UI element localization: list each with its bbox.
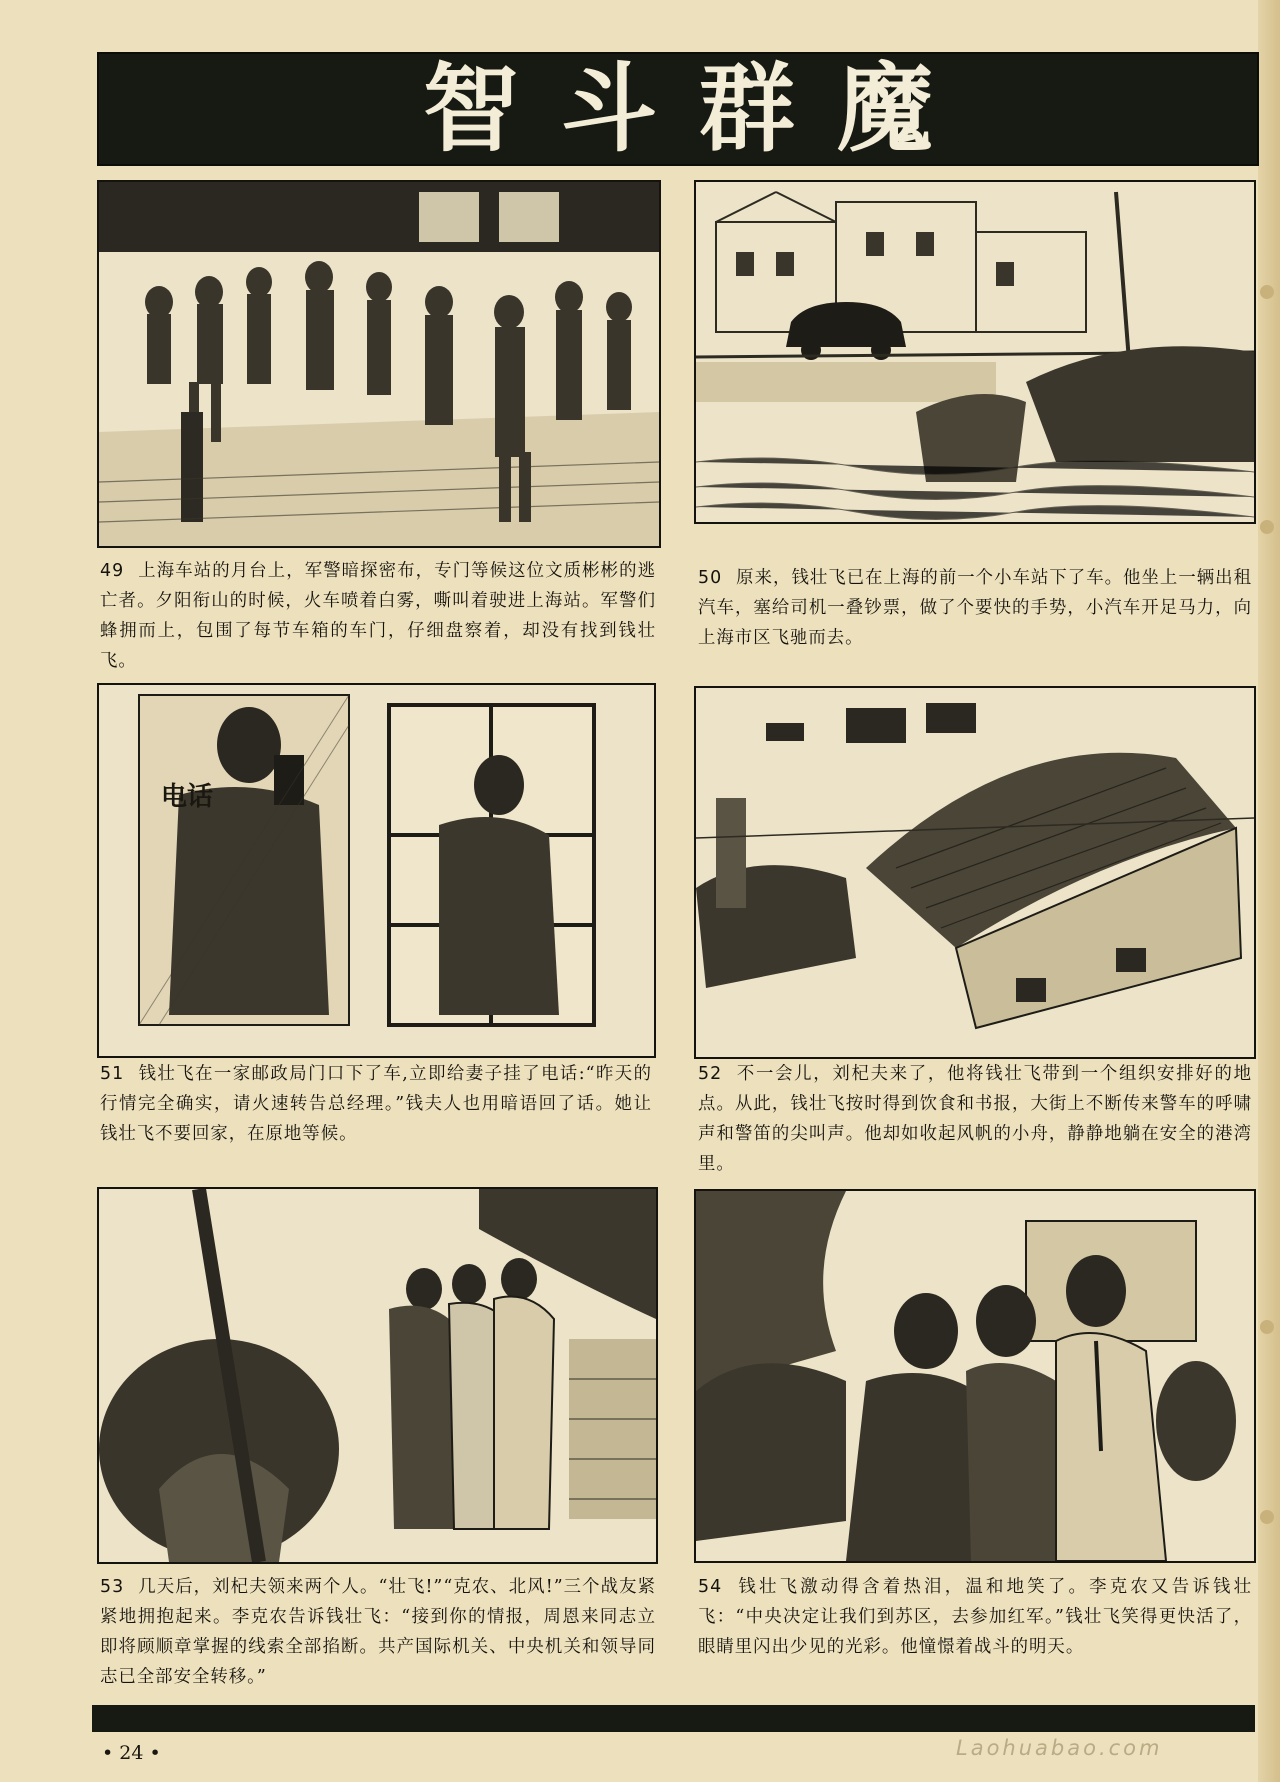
panel-number: 50 xyxy=(698,568,723,588)
caption-text: 上海车站的月台上，军警暗探密布，专门等候这位文质彬彬的逃亡者。夕阳衔山的时候，火车喷着白雾，嘶叫着驶进上海站。军警们蜂拥而上，包围了每节车箱的车门，仔细盘察着，却没有找到钱壮飞。 xyxy=(100,561,656,671)
binding-hole xyxy=(1260,1320,1274,1334)
panel-51-illustration xyxy=(97,683,656,1058)
panel-54-illustration xyxy=(694,1189,1256,1563)
panel-54-caption xyxy=(698,1572,1252,1662)
panel-number: 52 xyxy=(698,1064,723,1084)
caption-text: 原来，钱壮飞已在上海的前一个小车站下了车。他坐上一辆出租汽车，塞给司机一叠钞票，做了个要快的手势，小汽车开足马力，向上海市区飞驰而去。 xyxy=(698,568,1252,648)
binding-hole xyxy=(1260,1510,1274,1524)
panel-52-illustration xyxy=(694,686,1256,1059)
panel-53-illustration xyxy=(97,1187,658,1564)
caption-text: 钱壮飞在一家邮政局门口下了车,立即给妻子挂了电话:“昨天的行情完全确实，请火速转告总经理。”钱夫人也用暗语回了话。她让钱壮飞不要回家，在原地等候。 xyxy=(100,1064,652,1144)
caption-text: 不一会儿，刘杞夫来了，他将钱壮飞带到一个组织安排好的地点。从此，钱壮飞按时得到饮食和书报，大街上不断传来警车的呼啸声和警笛的尖叫声。他却如收起风帆的小舟，静静地躺在安全的港湾里。 xyxy=(698,1064,1252,1174)
panel-49-illustration xyxy=(97,180,661,548)
panel-51-caption xyxy=(100,1059,652,1149)
panel-50-caption xyxy=(698,563,1252,653)
panel-number: 49 xyxy=(100,561,125,581)
story-title: 智斗群魔 xyxy=(423,53,975,165)
watermark: Laohuabao.com xyxy=(956,1736,1163,1760)
binding-hole xyxy=(1260,520,1274,534)
panel-number: 53 xyxy=(100,1577,125,1597)
phone-sign: 电话 xyxy=(161,782,214,812)
panel-52-caption xyxy=(698,1059,1252,1179)
panel-53-caption xyxy=(100,1572,656,1692)
panel-50-illustration xyxy=(694,180,1256,524)
binding-hole xyxy=(1260,285,1274,299)
panel-number: 51 xyxy=(100,1064,125,1084)
caption-text: 钱壮飞激动得含着热泪，温和地笑了。李克农又告诉钱壮飞：“中央决定让我们到苏区，去参加红军。”钱壮飞笑得更快活了，眼睛里闪出少见的光彩。他憧憬着战斗的明天。 xyxy=(698,1577,1252,1657)
title-banner xyxy=(97,52,1259,166)
panel-49-caption xyxy=(100,556,656,676)
caption-text: 几天后，刘杞夫领来两个人。“壮飞!”“克农、北风!”三个战友紧紧地拥抱起来。李克农告诉钱壮飞：“接到你的情报，周恩来同志立即将顾顺章掌握的线索全部掐断。共产国际机关、中央机关和领导同志已全部安全转移。” xyxy=(100,1577,656,1687)
page-number: • 24 • xyxy=(102,1742,161,1764)
bottom-rule xyxy=(92,1705,1255,1732)
panel-number: 54 xyxy=(698,1577,723,1597)
